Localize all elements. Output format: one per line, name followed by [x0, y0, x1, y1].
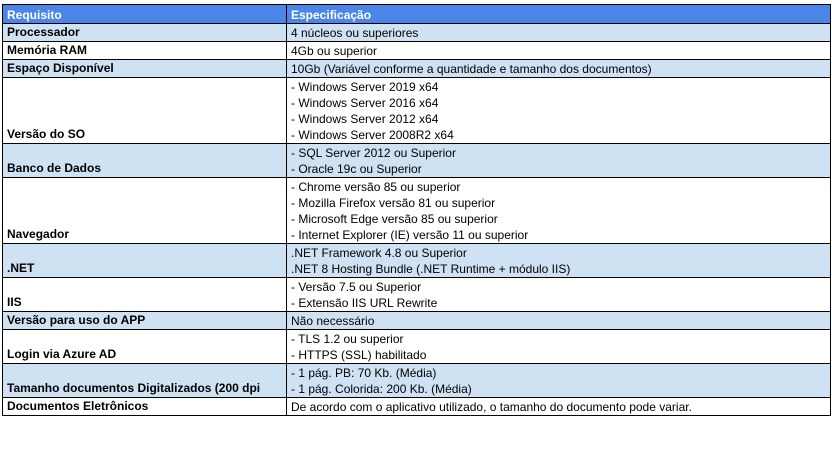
specification-line: - 1 pág. Colorida: 200 Kb. (Média) [291, 382, 472, 396]
table-row [3, 278, 831, 312]
requirements-table [2, 4, 831, 416]
header-requisito: Requisito [3, 5, 287, 24]
specification-cell [287, 364, 831, 398]
specification-line: - Windows Server 2008R2 x64 [291, 128, 454, 142]
table-row [3, 42, 831, 60]
requirement-cell: Versão para uso do APP [3, 312, 287, 330]
specification-line: 4Gb ou superior [291, 44, 378, 58]
table-header-row [3, 5, 831, 24]
specification-cell [287, 60, 831, 78]
specification-cell [287, 24, 831, 42]
header-especificacao: Especificação [287, 5, 831, 24]
table-row [3, 244, 831, 278]
specification-line: - Internet Explorer (IE) versão 11 ou superior [291, 228, 529, 242]
table-row [3, 60, 831, 78]
table-row [3, 178, 831, 244]
specification-line: 10Gb (Variável conforme a quantidade e tamanho dos documentos) [291, 62, 652, 76]
specification-line: 4 núcleos ou superiores [291, 26, 419, 40]
table-row [3, 144, 831, 178]
requirement-cell: IIS [3, 278, 287, 312]
specification-line: - SQL Server 2012 ou Superior [291, 146, 456, 160]
specification-cell [287, 42, 831, 60]
specification-line: - Microsoft Edge versão 85 ou superior [291, 212, 498, 226]
specification-line: - Windows Server 2012 x64 [291, 112, 439, 126]
table-body [3, 24, 831, 416]
specification-line: De acordo com o aplicativo utilizado, o tamanho do documento pode variar. [291, 400, 692, 414]
specification-line: - Extensão IIS URL Rewrite [291, 296, 438, 310]
table-row [3, 364, 831, 398]
table-row [3, 78, 831, 144]
requirement-cell: Memória RAM [3, 42, 287, 60]
specification-line: - Oracle 19c ou Superior [291, 162, 422, 176]
requirement-cell: Versão do SO [3, 78, 287, 144]
specification-cell [287, 398, 831, 416]
specification-cell [287, 330, 831, 364]
requirement-cell: Banco de Dados [3, 144, 287, 178]
specification-line: - HTTPS (SSL) habilitado [291, 348, 427, 362]
specification-cell [287, 144, 831, 178]
requirement-cell: Navegador [3, 178, 287, 244]
specification-line: - Versão 7.5 ou Superior [291, 280, 422, 294]
requirement-cell: Tamanho documentos Digitalizados (200 dpi [3, 364, 287, 398]
specification-line: .NET Framework 4.8 ou Superior [291, 246, 467, 260]
table-row [3, 330, 831, 364]
table-row [3, 312, 831, 330]
specification-cell [287, 178, 831, 244]
requirement-cell: Processador [3, 24, 287, 42]
table-row [3, 24, 831, 42]
requirement-cell: .NET [3, 244, 287, 278]
specification-line: - Windows Server 2016 x64 [291, 96, 439, 110]
requirement-cell: Documentos Eletrônicos [3, 398, 287, 416]
specification-line: - TLS 1.2 ou superior [291, 332, 404, 346]
specification-line: Não necessário [291, 314, 375, 328]
requirement-cell: Login via Azure AD [3, 330, 287, 364]
specification-line: - Mozilla Firefox versão 81 ou superior [291, 196, 496, 210]
specification-line: - Windows Server 2019 x64 [291, 80, 439, 94]
specification-line: - Chrome versão 85 ou superior [291, 180, 461, 194]
specification-cell [287, 244, 831, 278]
requirement-cell: Espaço Disponível [3, 60, 287, 78]
specification-line: - 1 pág. PB: 70 Kb. (Média) [291, 366, 437, 380]
specification-cell [287, 278, 831, 312]
specification-cell [287, 312, 831, 330]
table-row [3, 398, 831, 416]
specification-cell [287, 78, 831, 144]
specification-line: .NET 8 Hosting Bundle (.NET Runtime + módulo IIS) [291, 262, 571, 276]
